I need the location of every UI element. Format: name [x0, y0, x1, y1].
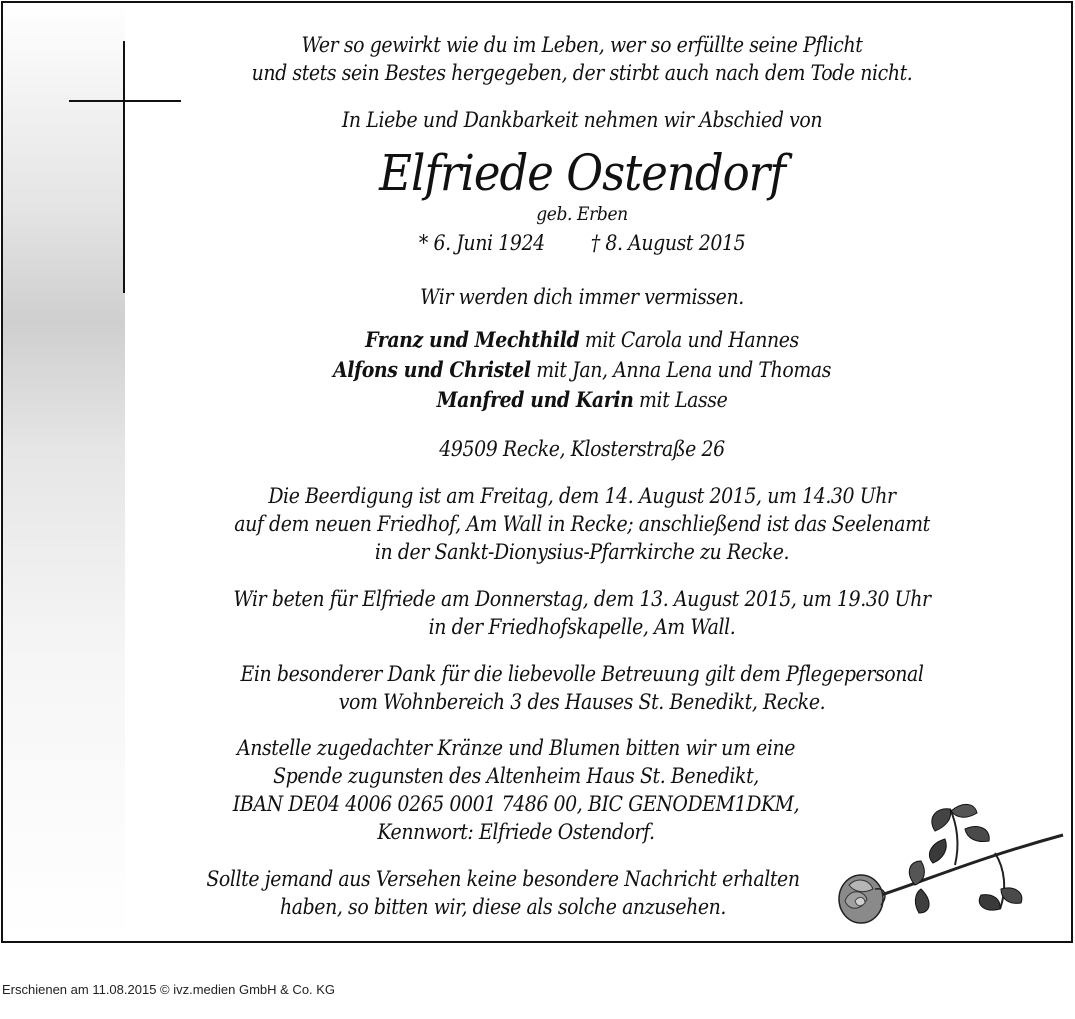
family-names: Manfred und Karin	[436, 387, 634, 412]
donation-line-1: Anstelle zugedachter Kränze und Blumen bitten wir um eine	[236, 736, 796, 760]
address-line: 49509 Recke, Klosterstraße 26	[439, 437, 725, 461]
publication-footer: Erschienen am 11.08.2015 © ivz.medien GmbH & Co. KG	[2, 982, 336, 997]
thanks-line-1: Ein besonderer Dank für die liebevolle Betreuung gilt dem Pflegepersonal	[240, 662, 924, 686]
family-rest: mit Jan, Anna Lena und Thomas	[530, 358, 832, 382]
poem-line-2: und stets sein Bestes hergegeben, der stirbt auch nach dem Tode nicht.	[251, 61, 913, 85]
death-date: † 8. August 2015	[590, 231, 746, 255]
deceased-name: Elfriede Ostendorf	[379, 144, 785, 202]
prayer-line-2: in der Friedhofskapelle, Am Wall.	[428, 615, 736, 639]
donation-line-2: Spende zugunsten des Altenheim Haus St. Benedikt,	[273, 764, 759, 788]
family-line-2	[93, 356, 1071, 384]
rose-icon	[835, 789, 1067, 929]
life-dates	[93, 229, 1071, 257]
family-line-3	[93, 386, 1071, 414]
notice-line-2: haben, so bitten wir, diese als solche anzusehen.	[279, 895, 727, 919]
prayer-line-1: Wir beten für Elfriede am Donnerstag, dem 13. August 2015, um 19.30 Uhr	[233, 587, 931, 611]
miss-line: Wir werden dich immer vermissen.	[420, 285, 744, 309]
cross-icon-bar	[69, 100, 181, 102]
birth-date: * 6. Juni 1924	[418, 231, 545, 255]
family-rest: mit Carola und Hannes	[579, 328, 799, 352]
poem-line-1: Wer so gewirkt wie du im Leben, wer so erfüllte seine Pflicht	[301, 33, 863, 57]
funeral-line-3: in der Sankt-Dionysius-Pfarrkirche zu Recke.	[374, 540, 790, 564]
donation-line-3: IBAN DE04 4006 0265 0001 7486 00, BIC GENODEM1DKM,	[232, 792, 800, 816]
thanks-line-2: vom Wohnbereich 3 des Hauses St. Benedikt, Recke.	[338, 690, 826, 714]
funeral-line-1: Die Beerdigung ist am Freitag, dem 14. August 2015, um 14.30 Uhr	[268, 484, 896, 508]
maiden-name: geb. Erben	[536, 203, 628, 225]
family-names: Alfons und Christel	[332, 357, 531, 382]
family-names: Franz und Mechthild	[365, 327, 580, 352]
obituary-frame	[1, 1, 1073, 943]
notice-line-1: Sollte jemand aus Versehen keine besondere Nachricht erhalten	[206, 867, 800, 891]
family-rest: mit Lasse	[633, 388, 728, 412]
family-line-1	[93, 326, 1071, 354]
donation-line-4: Kennwort: Elfriede Ostendorf.	[377, 820, 655, 844]
intro-line: In Liebe und Dankbarkeit nehmen wir Abschied von	[341, 108, 823, 132]
funeral-line-2: auf dem neuen Friedhof, Am Wall in Recke; anschließend ist das Seelenamt	[234, 512, 930, 536]
